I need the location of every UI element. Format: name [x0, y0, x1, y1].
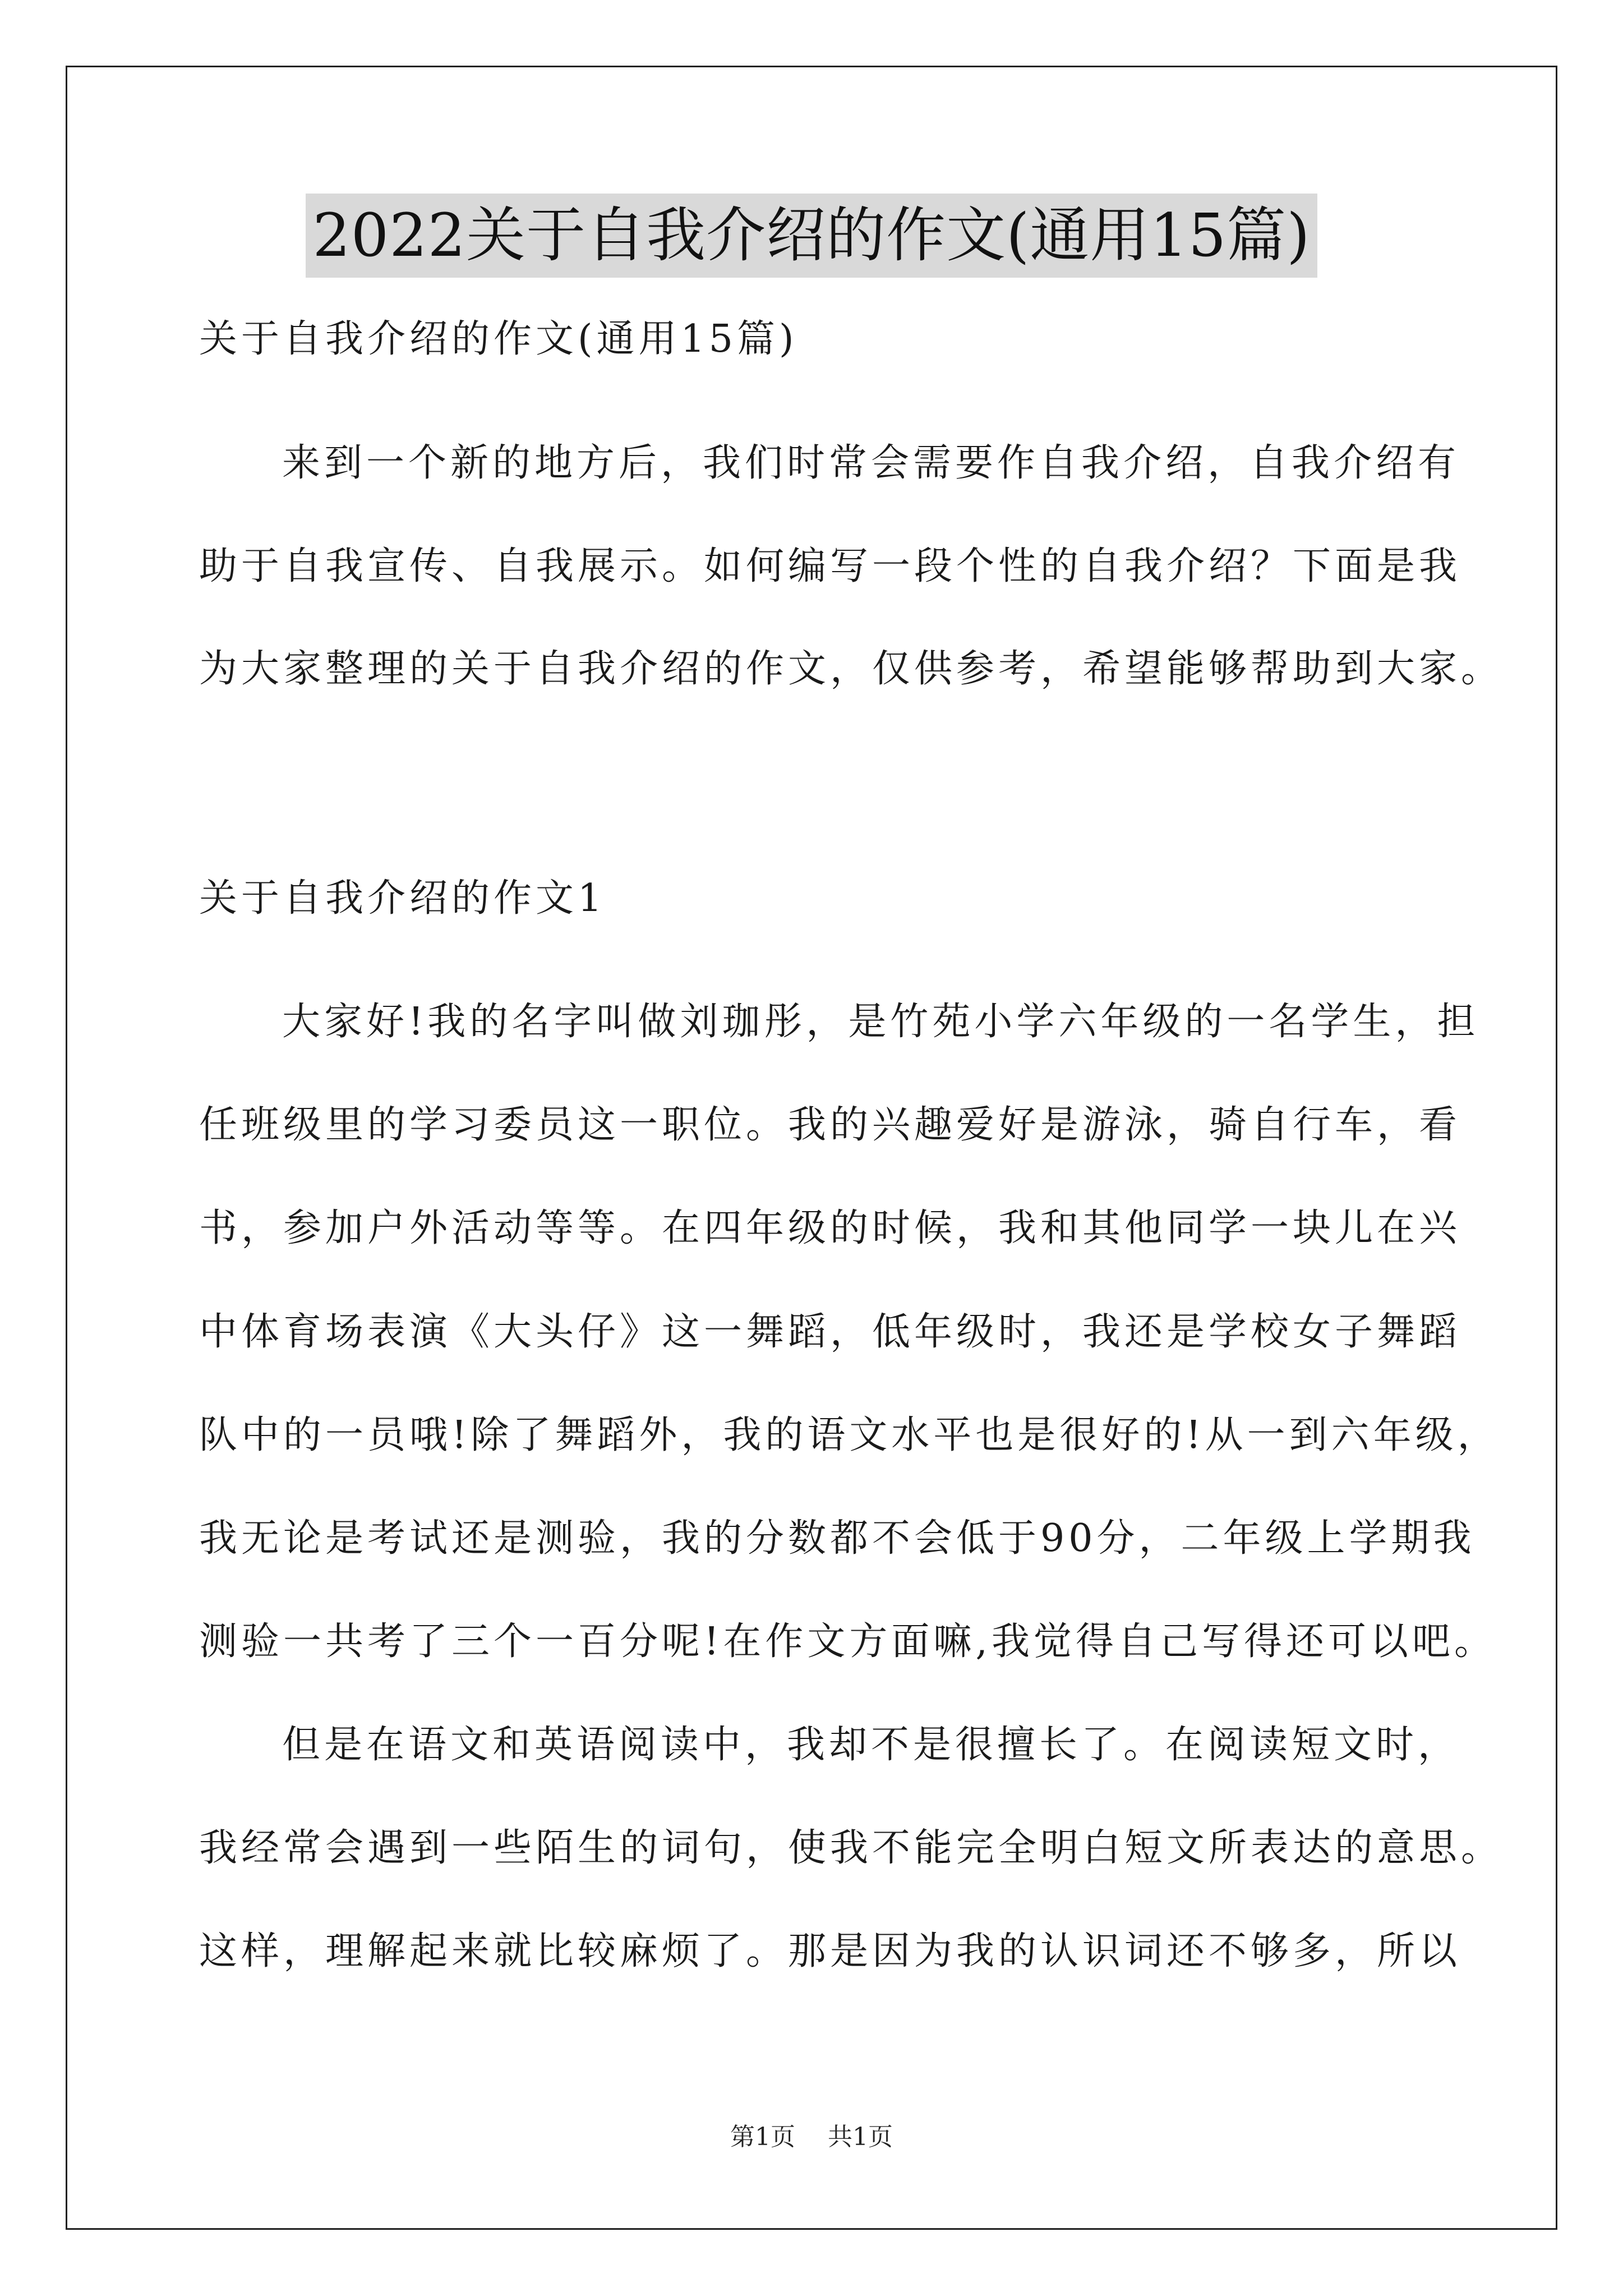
paragraph-line: 测验一共考了三个一百分呢!在作文方面嘛,我觉得自己写得还可以吧。 — [199, 1619, 1496, 1664]
paragraph-line: 我经常会遇到一些陌生的词句，使我不能完全明白短文所表达的意思。 — [199, 1826, 1504, 1870]
intro-line: 来到一个新的地方后，我们时常会需要作自我介绍，自我介绍有 — [282, 441, 1460, 485]
paragraph-line: 队中的一员哦!除了舞蹈外，我的语文水平也是很好的!从一到六年级， — [199, 1413, 1500, 1457]
page-footer — [0, 2120, 1623, 2154]
intro-line: 为大家整理的关于自我介绍的作文，仅供参考，希望能够帮助到大家。 — [199, 647, 1504, 691]
subtitle: 关于自我介绍的作文(通用15篇) — [199, 317, 798, 361]
paragraph-line: 书，参加户外活动等等。在四年级的时候，我和其他同学一块儿在兴 — [199, 1206, 1461, 1250]
paragraph-line: 但是在语文和英语阅读中，我却不是很擅长了。在阅读短文时， — [282, 1723, 1460, 1767]
intro-line: 助于自我宣传、自我展示。如何编写一段个性的自我介绍？下面是我 — [199, 544, 1461, 588]
document-title: 2022关于自我介绍的作文(通用15篇) — [306, 194, 1317, 278]
paragraph-line: 这样，理解起来就比较麻烦了。那是因为我的认识词还不够多，所以 — [199, 1929, 1461, 1973]
paragraph-line: 我无论是考试还是测验，我的分数都不会低于90分，二年级上学期我 — [199, 1516, 1476, 1561]
section-heading: 关于自我介绍的作文1 — [199, 876, 606, 921]
page-number: 第1页 — [730, 2123, 795, 2151]
title-container — [0, 194, 1623, 278]
paragraph-line: 大家好!我的名字叫做刘珈彤，是竹苑小学六年级的一名学生，担 — [282, 1000, 1479, 1044]
page-total: 共1页 — [828, 2123, 893, 2151]
paragraph-line: 中体育场表演《大头仔》这一舞蹈，低年级时，我还是学校女子舞蹈 — [199, 1310, 1461, 1354]
paragraph-line: 任班级里的学习委员这一职位。我的兴趣爱好是游泳，骑自行车，看 — [199, 1103, 1461, 1147]
